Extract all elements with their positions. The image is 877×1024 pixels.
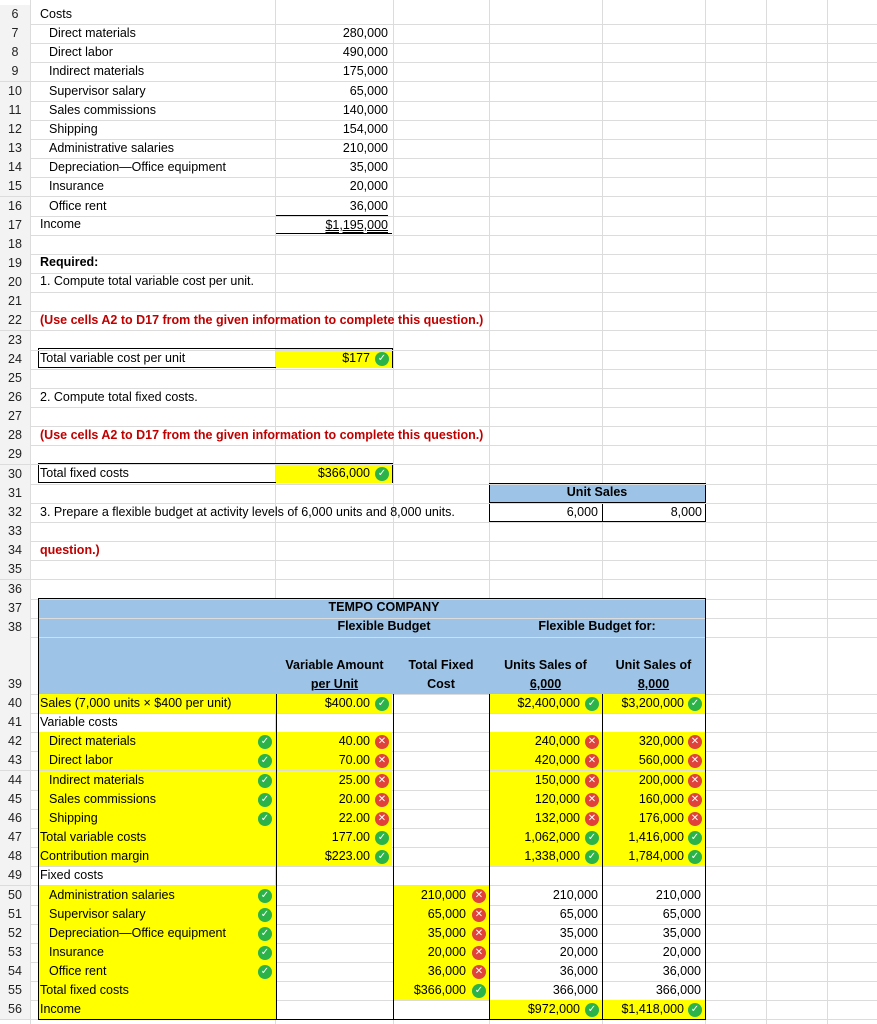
cm-per-unit-input[interactable]: $223.00 (324, 849, 370, 863)
cm-6000-input[interactable]: 1,338,000 (524, 849, 580, 863)
row-header[interactable]: 37 (0, 599, 30, 618)
header-per-unit: per Unit (310, 677, 359, 691)
given-item-value[interactable]: 140,000 (342, 103, 388, 117)
error-icon: ✕ (375, 774, 389, 788)
error-icon: ✕ (688, 735, 702, 749)
row-header[interactable]: 7 (0, 24, 30, 43)
error-icon: ✕ (585, 754, 599, 768)
row-header[interactable]: 42 (0, 732, 30, 751)
row-header[interactable]: 27 (0, 407, 30, 426)
sales-6000-input[interactable]: $2,400,000 (517, 696, 580, 710)
error-icon: ✕ (472, 908, 486, 922)
error-icon: ✕ (688, 812, 702, 826)
fixed-cost-label[interactable]: Administration salaries (49, 888, 175, 902)
check-icon: ✓ (585, 850, 599, 864)
row-header[interactable]: 51 (0, 905, 30, 924)
total-fixed-costs-label[interactable]: Total fixed costs (40, 983, 129, 997)
row-header[interactable]: 16 (0, 197, 30, 216)
row-header[interactable]: 10 (0, 82, 30, 101)
check-icon: ✓ (688, 1003, 702, 1017)
variable-cost-8000-input[interactable]: 320,000 (638, 734, 684, 748)
check-icon: ✓ (375, 850, 389, 864)
row-header[interactable]: 23 (0, 331, 30, 350)
check-icon: ✓ (258, 965, 272, 979)
error-icon: ✕ (375, 754, 389, 768)
fixed-cost-label[interactable]: Office rent (49, 964, 107, 978)
required-heading: Required: (40, 255, 99, 269)
income-6000-input[interactable]: $972,000 (527, 1002, 580, 1016)
check-icon: ✓ (258, 889, 272, 903)
error-icon: ✕ (472, 927, 486, 941)
fixed-cost-input[interactable]: 20,000 (427, 945, 466, 959)
variable-cost-8000-input[interactable]: 176,000 (638, 811, 684, 825)
variable-cost-per-unit-input[interactable]: 40.00 (338, 734, 370, 748)
row-header[interactable]: 50 (0, 886, 30, 905)
question-2: 2. Compute total fixed costs. (40, 390, 198, 404)
row-header[interactable]: 45 (0, 790, 30, 809)
income-value[interactable]: $1,195,000 (276, 215, 388, 235)
contribution-margin-label[interactable]: Contribution margin (40, 849, 150, 863)
variable-cost-per-unit-input[interactable]: 22.00 (338, 811, 370, 825)
sales-variable-input[interactable]: $400.00 (324, 696, 370, 710)
header-cost: Cost (427, 677, 455, 691)
row-header[interactable]: 53 (0, 943, 30, 962)
fixed-cost-input[interactable]: 210,000 (420, 888, 466, 902)
check-icon: ✓ (258, 946, 272, 960)
row-header[interactable]: 44 (0, 771, 30, 790)
note-1: (Use cells A2 to D17 from the given information to complete this question.) (40, 313, 484, 327)
fixed-cost-6000: 210,000 (552, 888, 598, 902)
variable-cost-8000-input[interactable]: 160,000 (638, 792, 684, 806)
check-icon: ✓ (375, 697, 389, 711)
note-2: (Use cells A2 to D17 from the given information to complete this question.) (40, 428, 484, 442)
error-icon: ✕ (585, 735, 599, 749)
fixed-cost-6000: 65,000 (559, 907, 598, 921)
error-icon: ✕ (472, 946, 486, 960)
fixed-cost-6000: 36,000 (559, 964, 598, 978)
variable-cost-label[interactable]: Shipping (49, 811, 98, 825)
given-item-value[interactable]: 65,000 (349, 84, 388, 98)
error-icon: ✕ (688, 793, 702, 807)
row-header[interactable]: 13 (0, 139, 30, 158)
tvc-per-unit-input[interactable]: 177.00 (331, 830, 370, 844)
fixed-costs-label: Fixed costs (40, 868, 104, 882)
row-header[interactable]: 8 (0, 43, 30, 62)
unit-sales-6000[interactable]: 6,000 (566, 505, 598, 519)
check-icon: ✓ (375, 352, 389, 366)
variable-cost-6000-input[interactable]: 120,000 (534, 792, 580, 806)
row-header[interactable]: 17 (0, 216, 30, 235)
row-header[interactable]: 14 (0, 158, 30, 177)
error-icon: ✕ (585, 774, 599, 788)
row-header[interactable]: 56 (0, 1000, 30, 1019)
row-header[interactable]: 35 (0, 560, 30, 579)
row-header[interactable]: 32 (0, 503, 30, 522)
row-header[interactable]: 30 (0, 465, 30, 484)
row-header[interactable]: 25 (0, 369, 30, 388)
given-item-label: Sales commissions (49, 103, 156, 117)
check-icon: ✓ (472, 984, 486, 998)
variable-cost-6000-input[interactable]: 420,000 (534, 753, 580, 767)
given-item-value[interactable]: 35,000 (349, 160, 388, 174)
given-item-label: Administrative salaries (49, 141, 175, 155)
given-item-label: Shipping (49, 122, 98, 136)
row-header[interactable]: 39 (0, 637, 30, 694)
row-header[interactable]: 34 (0, 541, 30, 560)
check-icon: ✓ (585, 831, 599, 845)
fixed-cost-8000: 36,000 (662, 964, 701, 978)
total-fixed-cost-input[interactable]: $366,000 (413, 983, 466, 997)
check-icon: ✓ (258, 774, 272, 788)
check-icon: ✓ (375, 831, 389, 845)
given-item-value[interactable]: 36,000 (349, 199, 388, 213)
variable-cost-per-unit-input[interactable]: 25.00 (338, 773, 370, 787)
unit-sales-header: Unit Sales (566, 485, 628, 499)
given-item-value[interactable]: 154,000 (342, 122, 388, 136)
fixed-cost-label[interactable]: Depreciation—Office equipment (49, 926, 226, 940)
fixed-cost-8000: 210,000 (655, 888, 701, 902)
error-icon: ✕ (472, 889, 486, 903)
variable-costs-label: Variable costs (40, 715, 118, 729)
error-icon: ✕ (688, 754, 702, 768)
row-header[interactable]: 11 (0, 101, 30, 120)
row-header[interactable]: 49 (0, 866, 30, 885)
sales-label[interactable]: Sales (7,000 units × $400 per unit) (40, 696, 232, 710)
fixed-cost-8000: 35,000 (662, 926, 701, 940)
question-1: 1. Compute total variable cost per unit. (40, 274, 255, 288)
check-icon: ✓ (688, 850, 702, 864)
error-icon: ✕ (375, 735, 389, 749)
variable-cost-6000-input[interactable]: 240,000 (534, 734, 580, 748)
fixed-cost-label[interactable]: Insurance (49, 945, 104, 959)
fixed-cost-input[interactable]: 36,000 (427, 964, 466, 978)
tfc-input[interactable]: $366,000 (317, 466, 370, 480)
variable-cost-6000-input[interactable]: 132,000 (534, 811, 580, 825)
row-header[interactable]: 38 (0, 618, 30, 637)
given-item-value[interactable]: 490,000 (342, 45, 388, 59)
row-header[interactable]: 12 (0, 120, 30, 139)
variable-cost-label[interactable]: Indirect materials (49, 773, 145, 787)
check-icon: ✓ (258, 754, 272, 768)
sales-8000-input[interactable]: $3,200,000 (621, 696, 684, 710)
header-6000: 6,000 (529, 677, 562, 691)
row-header[interactable]: 29 (0, 445, 30, 464)
unit-sales-8000[interactable]: 8,000 (670, 505, 702, 519)
variable-cost-per-unit-input[interactable]: 70.00 (338, 753, 370, 767)
row-header[interactable]: 31 (0, 484, 30, 503)
row-header[interactable]: 18 (0, 235, 30, 254)
row-header[interactable]: 6 (0, 5, 30, 24)
fixed-cost-8000: 20,000 (662, 945, 701, 959)
row-header[interactable]: 55 (0, 981, 30, 1000)
given-item-label: Direct materials (49, 26, 136, 40)
row-header[interactable]: 48 (0, 847, 30, 866)
row-header[interactable]: 22 (0, 311, 30, 330)
tvc-input[interactable]: $177 (342, 351, 370, 365)
check-icon: ✓ (375, 467, 389, 481)
row-header[interactable]: 19 (0, 254, 30, 273)
variable-cost-per-unit-input[interactable]: 20.00 (338, 792, 370, 806)
variable-cost-8000-input[interactable]: 560,000 (638, 753, 684, 767)
given-item-label: Indirect materials (49, 64, 145, 78)
fixed-cost-6000: 20,000 (559, 945, 598, 959)
error-icon: ✕ (375, 793, 389, 807)
question-fragment: question.) (40, 543, 100, 557)
row-header[interactable]: 9 (0, 62, 30, 81)
check-icon: ✓ (258, 927, 272, 941)
fixed-cost-label[interactable]: Supervisor salary (49, 907, 146, 921)
header-total-fixed: Total Fixed (408, 658, 474, 672)
cm-8000-input[interactable]: 1,784,000 (628, 849, 684, 863)
given-item-value[interactable]: 175,000 (342, 64, 388, 78)
budget-title: Flexible Budget (337, 619, 431, 633)
given-item-label: Office rent (49, 199, 107, 213)
row-header[interactable]: 24 (0, 350, 30, 369)
error-icon: ✕ (472, 965, 486, 979)
given-item-value[interactable]: 280,000 (342, 26, 388, 40)
check-icon: ✓ (585, 697, 599, 711)
variable-cost-6000-input[interactable]: 150,000 (534, 773, 580, 787)
row-header[interactable]: 41 (0, 713, 30, 732)
variable-cost-8000-input[interactable]: 200,000 (638, 773, 684, 787)
check-icon: ✓ (258, 812, 272, 826)
check-icon: ✓ (258, 908, 272, 922)
costs-label: Costs (40, 7, 72, 21)
header-units-sales-6000: Units Sales of (504, 658, 587, 672)
fixed-cost-input[interactable]: 65,000 (427, 907, 466, 921)
row-header[interactable]: 28 (0, 426, 30, 445)
income-8000-input[interactable]: $1,418,000 (621, 1002, 684, 1016)
tvc-label: Total variable cost per unit (40, 351, 186, 365)
row-header[interactable]: 33 (0, 522, 30, 541)
row-header[interactable]: 36 (0, 580, 30, 599)
tfc-label: Total fixed costs (40, 466, 129, 480)
check-icon: ✓ (688, 831, 702, 845)
header-unit-sales-8000: Unit Sales of (615, 658, 692, 672)
header-variable-amount: Variable Amount (285, 658, 384, 672)
row-header[interactable]: 15 (0, 177, 30, 196)
total-variable-costs-label[interactable]: Total variable costs (40, 830, 147, 844)
fixed-cost-8000: 65,000 (662, 907, 701, 921)
row-header[interactable]: 21 (0, 292, 30, 311)
total-fixed-6000: 366,000 (552, 983, 598, 997)
header-8000: 8,000 (637, 677, 670, 691)
tvc-8000-input[interactable]: 1,416,000 (628, 830, 684, 844)
income-label: Income (40, 217, 81, 231)
given-item-value[interactable]: 20,000 (349, 179, 388, 193)
question-3: 3. Prepare a flexible budget at activity levels of 6,000 units and 8,000 units. (40, 505, 455, 519)
variable-cost-label[interactable]: Sales commissions (49, 792, 156, 806)
check-icon: ✓ (585, 1003, 599, 1017)
error-icon: ✕ (375, 812, 389, 826)
row-header[interactable]: 26 (0, 388, 30, 407)
check-icon: ✓ (258, 735, 272, 749)
check-icon: ✓ (688, 697, 702, 711)
tvc-6000-input[interactable]: 1,062,000 (524, 830, 580, 844)
fixed-cost-6000: 35,000 (559, 926, 598, 940)
row-header[interactable]: 20 (0, 273, 30, 292)
check-icon: ✓ (258, 793, 272, 807)
given-item-value[interactable]: 210,000 (342, 141, 388, 155)
row-header[interactable]: 54 (0, 962, 30, 981)
error-icon: ✕ (688, 774, 702, 788)
given-item-label: Insurance (49, 179, 104, 193)
variable-cost-label[interactable]: Direct materials (49, 734, 136, 748)
given-item-label: Direct labor (49, 45, 113, 59)
row-header[interactable]: 47 (0, 828, 30, 847)
error-icon: ✕ (585, 812, 599, 826)
given-item-label: Supervisor salary (49, 84, 146, 98)
fixed-cost-input[interactable]: 35,000 (427, 926, 466, 940)
flexible-budget-for: Flexible Budget for: (538, 619, 656, 633)
error-icon: ✕ (585, 793, 599, 807)
row-header[interactable]: 43 (0, 751, 30, 770)
row-header[interactable]: 40 (0, 694, 30, 713)
income-label[interactable]: Income (40, 1002, 81, 1016)
total-fixed-8000: 366,000 (655, 983, 701, 997)
company-name: TEMPO COMPANY (328, 600, 440, 614)
given-item-label: Depreciation—Office equipment (49, 160, 226, 174)
variable-cost-label[interactable]: Direct labor (49, 753, 113, 767)
row-header[interactable]: 52 (0, 924, 30, 943)
row-header[interactable]: 46 (0, 809, 30, 828)
